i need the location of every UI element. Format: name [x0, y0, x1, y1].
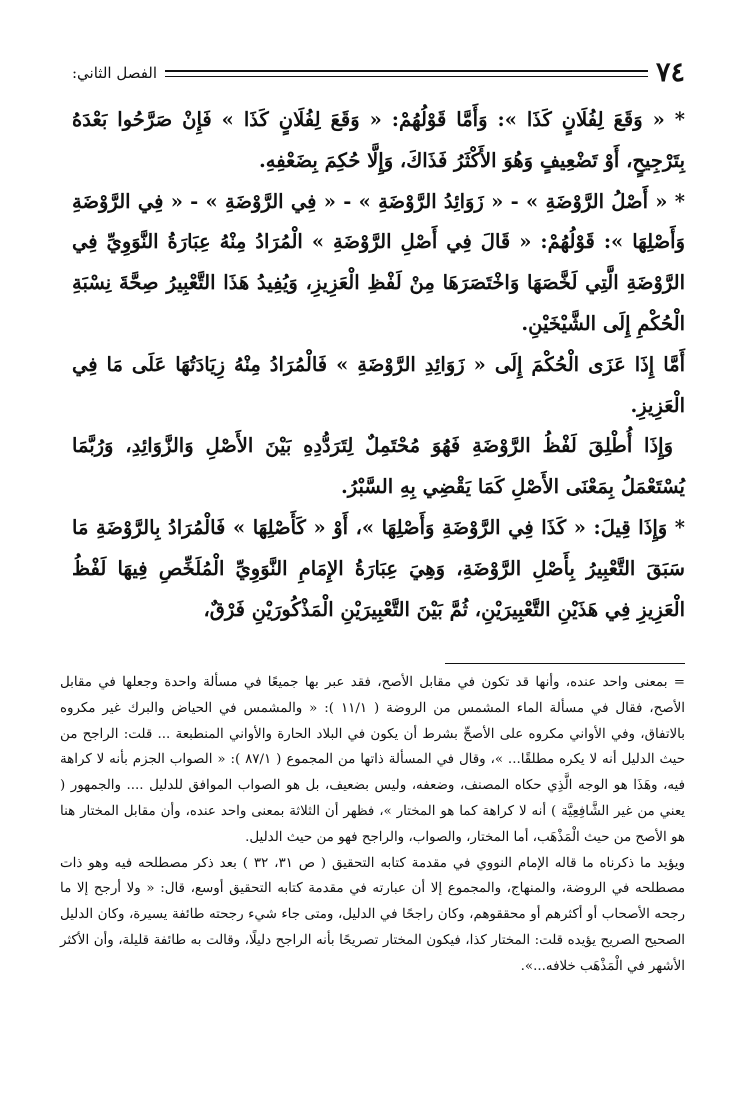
- header-rule: [165, 70, 648, 77]
- footnote-separator: [445, 663, 685, 664]
- main-text: [72, 100, 685, 630]
- paragraph: وَإِذَا أُطْلِقَ لَفْظُ الرَّوْضَةِ فَهُوَ مُحْتَمِلٌ لِتَرَدُّدِهِ بَيْنَ الأَصْلِ وَالزَّوَائِدِ، وَرُبَّمَا يُسْتَعْمَلُ بِمَعْنَى الأَصْلِ كَمَا يَقْضِي بِهِ السَّبْرُ.: [72, 434, 685, 499]
- page-header: [72, 56, 685, 90]
- footnotes: [60, 670, 685, 980]
- paragraph: * وَإِذَا قِيلَ: « كَذَا فِي الرَّوْضَةِ وَأَصْلِهَا »، أَوْ « كَأَصْلِهَا » فَالْمُرَادُ بِالرَّوْضَةِ مَا سَبَقَ التَّعْبِيرُ بِأَصْلِ الرَّوْضَةِ، وَهِيَ عِبَارَةُ الإِمَامِ النَّوَوِيِّ الْمُلَخِّصِ فِيهَا لَفْظُ الْعَزِيزِ فِي هَذَيْنِ التَّعْبِيرَيْنِ، ثُمَّ بَيْنَ التَّعْبِيرَيْنِ الْمَذْكُورَيْنِ فَرْقٌ،: [72, 515, 685, 621]
- footnote: = بمعنى واحد عنده، وأنها قد تكون في مقابل الأصح، فقد عبر بها جميعًا في مسألة واحدة وجعلها في مقابل الأصح، فقال في مسألة الماء المشمس من الروضة ( ١١/١ ): « والمشمس في الحياض والبرك غير مكروه بالاتفاق، وفي الأواني مكروه على الأصحِّ بشرط أن يكون في البلاد الحارة والأواني المنطبعة ... قلت: الراجح من حيث الدليل أنه لا يكره مطلقًا... »، وقال في المسألة ذاتها من المجموع ( ٨٧/١ ): « الصواب الجزم بأنه لا كراهة فيه، وهَذَا هو الوجه الَّذِي حكاه المصنف، وضعفه، وليس بضعيف، بل هو الصواب الموافق للدليل .... والجمهور ( يعني من غير الشَّافِعِيَّة ) أنه لا كراهة كما هو المختار »، فظهر أن الثلاثة بمعنى واحد عنده، وأن مقابل المختار هنا هو الأصح من حيث الْمَذْهَب، أما المختار، والصواب، والراجح فهو من حيث الدليل.: [60, 675, 685, 845]
- paragraph: * « أَصْلُ الرَّوْضَةِ » - « زَوَائِدُ الرَّوْضَةِ » - « فِي الرَّوْضَةِ » - « فِي الرَّوْضَةِ وَأَصْلِهَا »: قَوْلُهُمْ: « قَالَ فِي أَصْلِ الرَّوْضَةِ » الْمُرَادُ مِنْهُ عِبَارَةُ النَّوَوِيِّ فِي الرَّوْضَةِ الَّتِي لَخَّصَهَا وَاخْتَصَرَهَا مِنْ لَفْظِ الْعَزِيزِ، وَيُفِيدُ هَذَا التَّعْبِيرُ صِحَّةَ نِسْبَةِ الْحُكْمِ إِلَى الشَّيْخَيْنِ.: [72, 189, 685, 335]
- paragraph: أَمَّا إِذَا عَزَى الْحُكْمَ إِلَى « زَوَائِدِ الرَّوْضَةِ » فَالْمُرَادُ مِنْهُ زِيَادَتُهَا عَلَى مَا فِي الْعَزِيزِ.: [72, 352, 685, 417]
- chapter-title: الفصل الثاني:: [72, 64, 158, 82]
- footnote: ويؤيد ما ذكرناه ما قاله الإمام النووي في مقدمة كتابه التحقيق ( ص ٣١، ٣٢ ) بعد ذكر مصطلحه فيه وهو ذات مصطلحه في الروضة، والمنهاج، والمجموع إلا أن عبارته في مقدمة كتابه التحقيق أوسع، قال: « ولا أرجح إلا ما رجحه الأصحاب أو أكثرهم أو محققوهم، وكان راجحًا في الدليل، ومتى جاء شيء رجحته طائفة يسيرة، وكان الدليل الصحيح الصريح يؤيده قلت: المختار كذا، فيكون المختار تصريحًا بأنه الراجح دليلًا، وقالت به طائفة قليلة، وأن الأكثر الأشهر في الْمَذْهَب خلافه...».: [60, 855, 685, 974]
- page-number: ٧٤: [655, 57, 685, 88]
- paragraph: * « وَقَعَ لِفُلَانٍ كَذَا »: وَأَمَّا قَوْلُهُمْ: « وَقَعَ لِفُلَانٍ كَذَا » فَإِنْ صَرَّحُوا بَعْدَهُ بِتَرْجِيحٍ، أَوْ تَضْعِيفٍ وَهُوَ الأَكْثَرُ فَذَاكَ، وَإِلَّا حُكِمَ بِضَعْفِهِ.: [72, 108, 685, 172]
